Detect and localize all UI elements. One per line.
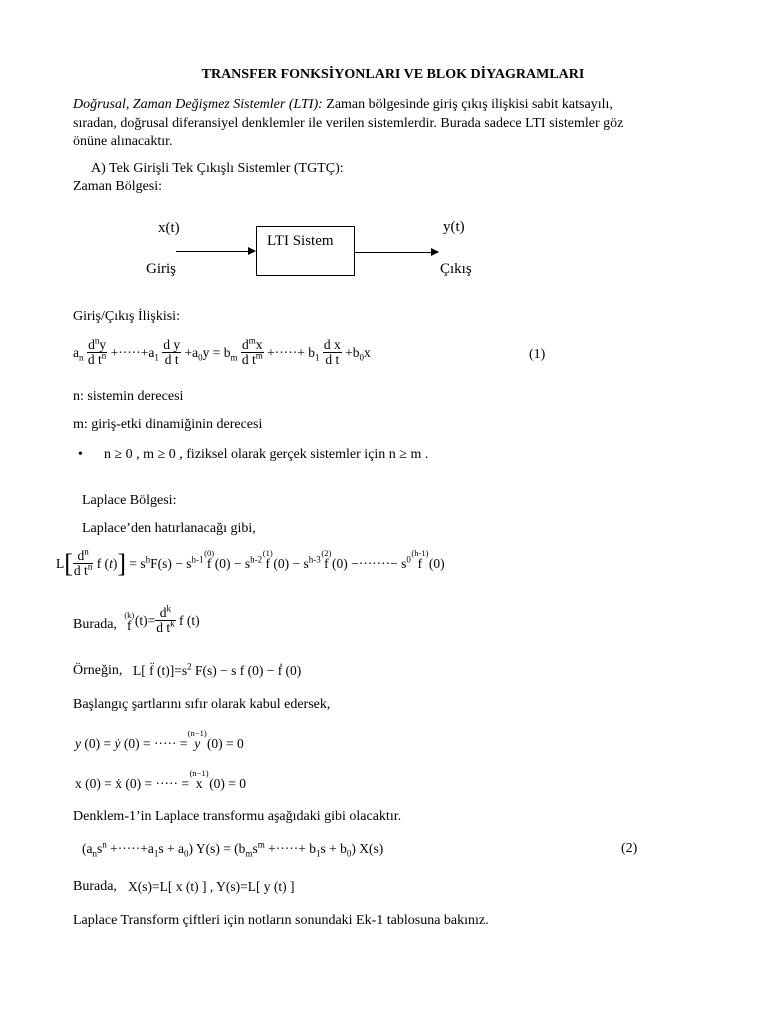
equation-1: $a_n$ $\frac{d^ny}{d t^n}$ $+\cdot\cdot\cdot\cdot\cdot+a_1$ $\frac{\text{d y}}{\text{d t}}$ $+a_0y = b_m$ $\frac{d^mx}{d t^m}$ +·····+ $b_1$ $\frac{\text{d x}}{\text{d t}}$ $+b_0x$: [73, 335, 371, 367]
input-label: Giriş: [146, 261, 176, 277]
output-signal-label: y(t): [443, 219, 465, 235]
time-domain-heading: Zaman Bölgesi:: [73, 179, 163, 194]
laplace-derivative-formula: L [ $\frac{d^n}{d t^n}$ f (t) ] = $s^hF(s) - s^{h-1}$ (0) f $(0) - s^{h-2}$ (1) f $(0) - s^{h-3}$ (2) f (0) −·······− $s^0$ (h-1) f (0): [56, 546, 445, 578]
intro-line-2: sıradan, doğrusal diferansiyel denklemler ile verilen sistemlerdir. Burada sadece LTI sistemler göz: [73, 116, 624, 131]
input-signal-label: x(t): [158, 220, 180, 236]
y-initial-conditions: y (0) = ẏ (0) = ····· = (n−1) y (0) = 0: [75, 728, 244, 751]
kth-derivative-definition: (k) f (t)= $\frac{d^k}{d t^k}$ f (t): [124, 603, 200, 635]
m-description: m: giriş-etki dinamiğinin derecesi: [73, 417, 263, 432]
denklem-1-text: Denklem-1’in Laplace transformu aşağıdaki gibi olacaktır.: [73, 809, 402, 824]
transform-definitions: X(s)=L[ x (t) ] , Y(s)=L[ y (t) ]: [128, 879, 295, 894]
intro-line-1: [73, 96, 613, 114]
lti-definition-term: Doğrusal, Zaman Değişmez Sistemler (LTI):: [73, 97, 323, 112]
page-title: TRANSFER FONKSİYONLARI VE BLOK DİYAGRAMLARI: [201, 67, 585, 82]
equation-2: $(a_ns^n +\cdot\cdot\cdot\cdot\cdot+a_1s + a_0) Y(s) = (b_ms^m$ +·····+ $b_1s + b_0$) X(s): [82, 839, 384, 859]
section-a-heading: A) Tek Girişli Tek Çıkışlı Sistemler (TGTÇ):: [91, 161, 344, 176]
x-initial-conditions: x (0) = ẋ (0) = ····· = (n−1) x (0) = 0: [75, 768, 247, 791]
bullet-text: fiziksel olarak gerçek sistemler için: [182, 447, 389, 462]
laplace-recall-text: Laplace’den hatırlanacağı gibi,: [82, 521, 256, 536]
output-label: Çıkış: [440, 261, 472, 277]
output-arrow: [354, 252, 438, 253]
bullet-condition-2: n ≥ m .: [388, 447, 429, 462]
bullet-line: [104, 446, 428, 464]
burada-label-1: Burada,: [73, 617, 117, 632]
ornegin-label: Örneğin,: [73, 663, 123, 678]
burada-label-2: Burada,: [73, 879, 117, 894]
initial-condition-text: Başlangıç şartlarını sıfır olarak kabul edersek,: [73, 697, 331, 712]
bullet-icon: •: [78, 447, 83, 462]
equation-2-number: (2): [621, 841, 638, 856]
n-description: n: sistemin derecesi: [73, 389, 184, 404]
equation-1-number: (1): [529, 347, 546, 362]
input-arrow: [176, 251, 255, 252]
intro-line-1-text: Zaman bölgesinde giriş çıkış ilişkisi sabit katsayılı,: [322, 97, 613, 112]
intro-line-3: önüne alınacaktır.: [73, 134, 173, 149]
second-derivative-example: L[ f̈ $(t)]=s^2$ F(s) − s f (0) − ḟ (0): [133, 661, 302, 678]
laplace-domain-heading: Laplace Bölgesi:: [82, 493, 177, 508]
footer-note: Laplace Transform çiftleri için notların sonundaki Ek-1 tablosuna bakınız.: [73, 913, 489, 928]
lti-system-block-label: LTI Sistem: [267, 233, 334, 249]
io-relation-heading: Giriş/Çıkış İlişkisi:: [73, 309, 180, 324]
bullet-condition: n ≥ 0 , m ≥ 0 ,: [104, 447, 183, 462]
